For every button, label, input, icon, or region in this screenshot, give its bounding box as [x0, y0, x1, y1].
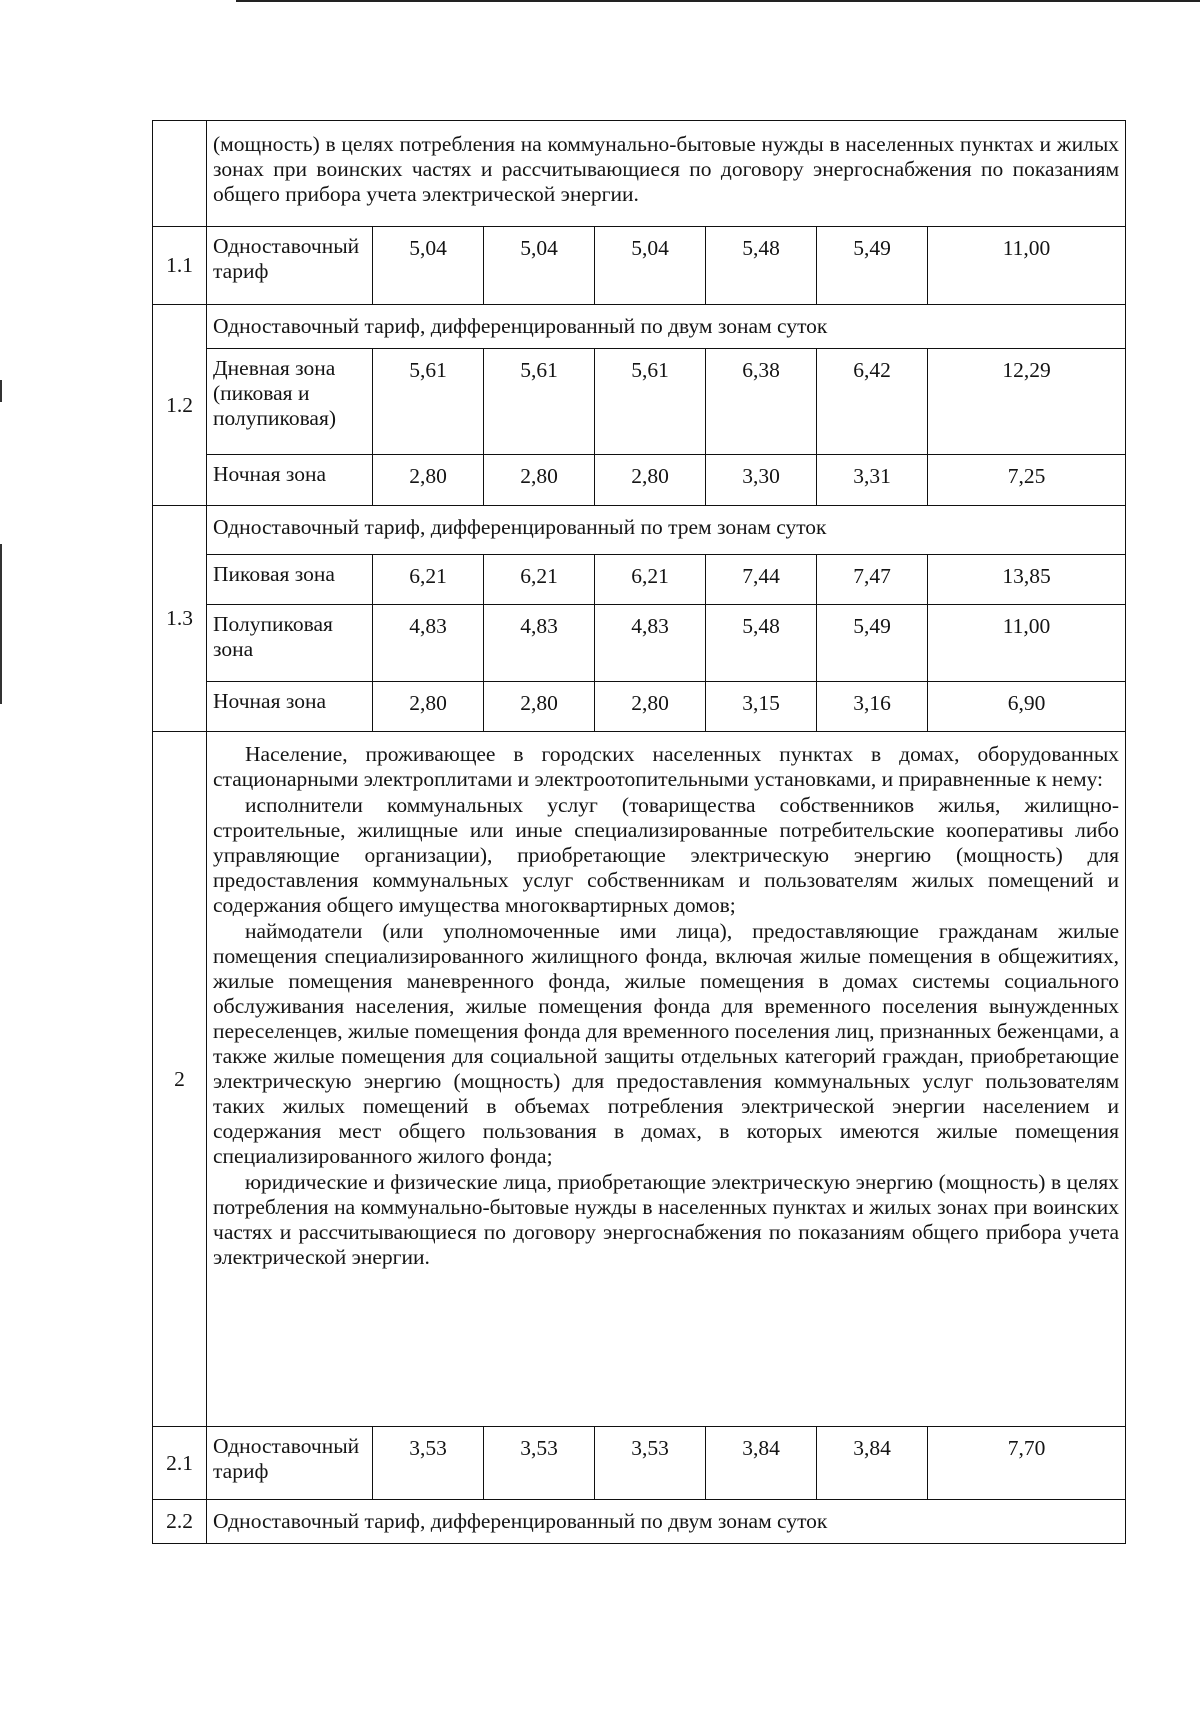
tariff-table	[152, 120, 1126, 1544]
tariff-value: 2,80	[373, 455, 484, 506]
tariff-value: 7,70	[928, 1427, 1126, 1500]
row-number: 1.3	[153, 506, 207, 732]
tariff-value: 7,25	[928, 455, 1126, 506]
row-number: 1.2	[153, 305, 207, 506]
tariff-value: 3,15	[706, 682, 817, 732]
tariff-value: 3,53	[373, 1427, 484, 1500]
tariff-value: 11,00	[928, 605, 1126, 682]
tariff-value: 6,21	[484, 555, 595, 605]
tariff-value: 2,80	[595, 455, 706, 506]
table-row	[153, 349, 1126, 455]
tariff-value: 6,90	[928, 682, 1126, 732]
tariff-value: 4,83	[373, 605, 484, 682]
tariff-label: Одноставочный тариф	[207, 227, 373, 305]
zone-label: Пиковая зона	[207, 555, 373, 605]
tariff-value: 5,04	[373, 227, 484, 305]
tariff-value: 5,49	[817, 605, 928, 682]
zone-label: Полупиковая зона	[207, 605, 373, 682]
tariff-value: 3,53	[595, 1427, 706, 1500]
tariff-value: 2,80	[484, 455, 595, 506]
paragraph: Население, проживающее в городских населенных пунктах в домах, оборудованных стационарными электроплитами и электроотопительными установками, и приравненные к нему:	[213, 742, 1120, 791]
tariff-value: 5,48	[706, 227, 817, 305]
tariff-value: 5,04	[484, 227, 595, 305]
row-number: 2.1	[153, 1427, 207, 1500]
table-row	[153, 682, 1126, 732]
paragraph: наймодатели (или уполномоченные ими лица), предоставляющие гражданам жилые помещения специализированного жилищного фонда, включая жилые помещения в общежитиях, жилые помещения маневренного фонда, жилые помещения в домах системы социального обслуживания населения, жилые помещения фонда для временного поселения вынужденных переселенцев, жилые помещения фонда для временного поселения лиц, признанных беженцами, а также жилые помещения для социальной защиты отдельных категорий граждан, приобретающие электрическую энергию (мощность) для предоставления коммунальных услуг пользователям таких жилых помещений в объемах потребления электрической энергии населением и содержания мест общего пользования в домах, в которых имеются жилые помещения специализированного жилого фонда;	[213, 919, 1120, 1168]
scan-edge-left	[0, 544, 2, 704]
tariff-value: 6,38	[706, 349, 817, 455]
tariff-value: 3,84	[706, 1427, 817, 1500]
table-row	[153, 121, 1126, 227]
tariff-label: Одноставочный тариф	[207, 1427, 373, 1500]
scan-edge-left	[0, 380, 2, 402]
tariff-value: 5,04	[595, 227, 706, 305]
section-title: Одноставочный тариф, дифференцированный по двум зонам суток	[207, 1500, 1126, 1544]
table-row	[153, 732, 1126, 1427]
table-row	[153, 605, 1126, 682]
tariff-value: 3,16	[817, 682, 928, 732]
paragraph: юридические и физические лица, приобретающие электрическую энергию (мощность) в целях потребления на коммунально-бытовые нужды в населенных пунктах и жилых зонах при воинских частях и рассчитывающиеся по договору энергоснабжения по показаниям общего прибора учета электрической энергии.	[213, 1170, 1120, 1269]
tariff-value: 7,44	[706, 555, 817, 605]
tariff-value: 5,61	[595, 349, 706, 455]
row-number: 2.2	[153, 1500, 207, 1544]
tariff-value: 2,80	[373, 682, 484, 732]
tariff-value: 5,61	[373, 349, 484, 455]
tariff-value: 4,83	[484, 605, 595, 682]
tariff-value: 5,48	[706, 605, 817, 682]
tariff-value: 11,00	[928, 227, 1126, 305]
tariff-value: 2,80	[595, 682, 706, 732]
tariff-value: 6,21	[595, 555, 706, 605]
table-row	[153, 1427, 1126, 1500]
consumer-group-description	[207, 732, 1126, 1427]
zone-label: Дневная зона (пиковая и полупиковая)	[207, 349, 373, 455]
tariff-value: 3,31	[817, 455, 928, 506]
row-number: 2	[153, 732, 207, 1427]
paragraph: исполнители коммунальных услуг (товарищества собственников жилья, жилищно-строительные, жилищные или иные специализированные потребительские кооперативы либо управляющие организации), приобретающие электрическую энергию (мощность) для предоставления коммунальных услуг собственникам и пользователям жилых помещений и содержания общего имущества многоквартирных домов;	[213, 793, 1120, 917]
consumer-description: (мощность) в целях потребления на коммунально-бытовые нужды в населенных пунктах и жилых зонах при воинских частях и рассчитывающиеся по договору энергоснабжения по показаниям общего прибора учета электрической энергии.	[207, 121, 1126, 227]
zone-label: Ночная зона	[207, 682, 373, 732]
row-number: 1.1	[153, 227, 207, 305]
scan-edge-top	[236, 0, 1200, 2]
tariff-value: 3,84	[817, 1427, 928, 1500]
tariff-value: 6,21	[373, 555, 484, 605]
table-row	[153, 455, 1126, 506]
table-row	[153, 555, 1126, 605]
tariff-value: 13,85	[928, 555, 1126, 605]
table-row	[153, 227, 1126, 305]
row-number	[153, 121, 207, 227]
tariff-value: 7,47	[817, 555, 928, 605]
tariff-value: 6,42	[817, 349, 928, 455]
tariff-value: 4,83	[595, 605, 706, 682]
tariff-value: 5,61	[484, 349, 595, 455]
table-row	[153, 305, 1126, 349]
section-title: Одноставочный тариф, дифференцированный по двум зонам суток	[207, 305, 1126, 349]
tariff-value: 2,80	[484, 682, 595, 732]
table-row	[153, 1500, 1126, 1544]
table-row	[153, 506, 1126, 555]
section-title: Одноставочный тариф, дифференцированный по трем зонам суток	[207, 506, 1126, 555]
tariff-value: 3,53	[484, 1427, 595, 1500]
tariff-value: 5,49	[817, 227, 928, 305]
zone-label: Ночная зона	[207, 455, 373, 506]
tariff-value: 3,30	[706, 455, 817, 506]
tariff-value: 12,29	[928, 349, 1126, 455]
